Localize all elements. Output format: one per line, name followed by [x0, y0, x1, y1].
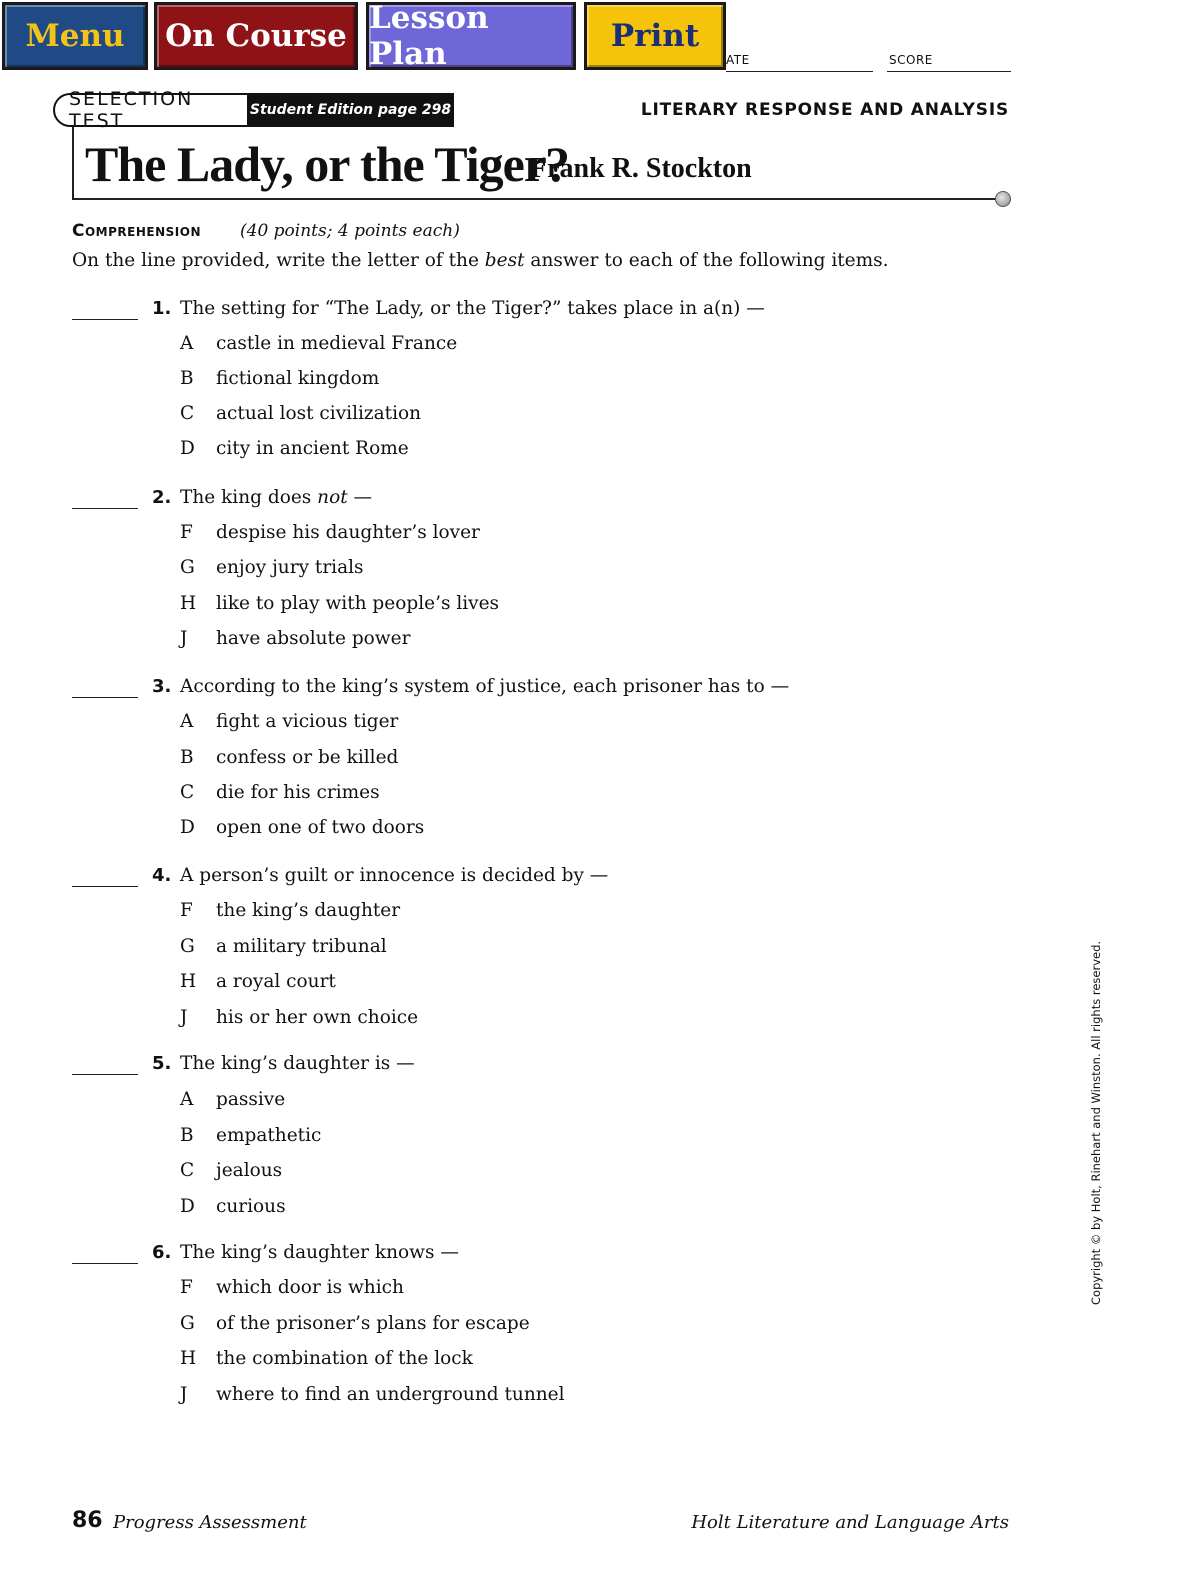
option — [180, 1125, 321, 1146]
option-text: the combination of the lock — [216, 1348, 473, 1369]
question-text: The setting for “The Lady, or the Tiger?” takes place in a(n) — — [180, 298, 765, 319]
instructions-start: On the line provided, write the letter of the — [72, 250, 485, 271]
option-text: passive — [216, 1089, 286, 1110]
option-text: his or her own choice — [216, 1007, 419, 1028]
option — [180, 628, 410, 649]
on-course-button[interactable]: On Course — [154, 2, 358, 70]
option — [180, 438, 409, 459]
option-text: despise his daughter’s lover — [216, 522, 480, 543]
option — [180, 522, 480, 543]
option-text: which door is which — [216, 1277, 404, 1298]
question-text: According to the king’s system of justice, each prisoner has to — — [180, 676, 790, 697]
option-text: where to find an underground tunnel — [216, 1384, 565, 1405]
question-text-emphasis: not — [317, 487, 348, 508]
option-text: actual lost civilization — [216, 403, 422, 424]
option — [180, 817, 424, 838]
selection-test-label: SELECTION TEST — [53, 93, 253, 127]
option-text: enjoy jury trials — [216, 557, 364, 578]
instructions — [72, 250, 889, 271]
option-letter: F — [180, 900, 193, 921]
answer-line[interactable] — [72, 886, 138, 887]
option — [180, 782, 380, 803]
option-letter: F — [180, 522, 193, 543]
question-number: 3. — [152, 676, 172, 697]
option — [180, 1160, 282, 1181]
option-text: fictional kingdom — [216, 368, 380, 389]
comprehension-heading: Comprehension — [72, 221, 201, 241]
option-letter: A — [180, 1089, 194, 1110]
option-letter: D — [180, 438, 195, 459]
story-title: The Lady, or the Tiger? — [85, 136, 570, 192]
question-number: 6. — [152, 1242, 172, 1263]
answer-line[interactable] — [72, 1263, 138, 1264]
title-rule-knob-icon — [995, 191, 1011, 207]
option-letter: H — [180, 1348, 197, 1369]
option — [180, 333, 457, 354]
option — [180, 1089, 285, 1110]
story-author: Frank R. Stockton — [530, 153, 752, 184]
option-letter: A — [180, 333, 194, 354]
option-letter: J — [180, 628, 188, 649]
option-text: die for his crimes — [216, 782, 380, 803]
option-text: empathetic — [216, 1125, 322, 1146]
question-text: The king’s daughter knows — — [180, 1242, 459, 1263]
option-letter: A — [180, 711, 194, 732]
option-text: city in ancient Rome — [216, 438, 409, 459]
option-letter: B — [180, 1125, 194, 1146]
option-text: fight a vicious tiger — [216, 711, 399, 732]
question-text: The king’s daughter is — — [180, 1053, 415, 1074]
question-number: 4. — [152, 865, 172, 886]
option — [180, 1384, 565, 1405]
option-letter: D — [180, 1196, 195, 1217]
date-line — [726, 71, 873, 72]
answer-line[interactable] — [72, 1074, 138, 1075]
option-letter: D — [180, 817, 195, 838]
option-text: a royal court — [216, 971, 336, 992]
question-number: 1. — [152, 298, 172, 319]
question-text — [180, 487, 372, 508]
option — [180, 557, 364, 578]
question-text-start: The king does — [180, 487, 318, 508]
footer-right: Holt Literature and Language Arts — [691, 1512, 1009, 1533]
option — [180, 900, 400, 921]
option — [180, 1348, 473, 1369]
option-text: the king’s daughter — [216, 900, 401, 921]
score-label: SCORE — [889, 53, 933, 67]
answer-line[interactable] — [72, 697, 138, 698]
option — [180, 593, 499, 614]
option-letter: F — [180, 1277, 193, 1298]
edition-page-badge: Student Edition page 298 — [247, 93, 454, 127]
option-text: open one of two doors — [216, 817, 425, 838]
date-label: ATE — [726, 53, 750, 67]
option-letter: J — [180, 1384, 188, 1405]
option — [180, 747, 398, 768]
lesson-plan-button[interactable]: Lesson Plan — [366, 2, 576, 70]
option-text: have absolute power — [216, 628, 411, 649]
option-letter: G — [180, 936, 195, 957]
option-letter: C — [180, 1160, 195, 1181]
option — [180, 1007, 418, 1028]
menu-button[interactable]: Menu — [2, 2, 148, 70]
option — [180, 971, 336, 992]
question-text-end: — — [347, 487, 373, 508]
option-letter: H — [180, 971, 197, 992]
comprehension-points: (40 points; 4 points each) — [240, 221, 460, 241]
question-number: 2. — [152, 487, 172, 508]
option-text: confess or be killed — [216, 747, 399, 768]
option-letter: H — [180, 593, 197, 614]
top-nav — [0, 0, 730, 74]
page-number: 86 — [72, 1508, 103, 1533]
option — [180, 711, 398, 732]
option-text: curious — [216, 1196, 286, 1217]
option — [180, 1277, 404, 1298]
answer-line[interactable] — [72, 508, 138, 509]
section-label: LITERARY RESPONSE AND ANALYSIS — [640, 100, 1009, 120]
option-letter: G — [180, 1313, 195, 1334]
instructions-end: answer to each of the following items. — [524, 250, 889, 271]
option-letter: B — [180, 368, 194, 389]
option-text: jealous — [216, 1160, 283, 1181]
option — [180, 1196, 286, 1217]
answer-line[interactable] — [72, 319, 138, 320]
option-letter: B — [180, 747, 194, 768]
option-text: a military tribunal — [216, 936, 387, 957]
copyright-notice: Copyright © by Holt, Rinehart and Winston. All rights reserved. — [1089, 940, 1103, 1305]
option — [180, 1313, 530, 1334]
question-number: 5. — [152, 1053, 172, 1074]
instructions-emphasis: best — [484, 250, 525, 271]
option-letter: G — [180, 557, 195, 578]
option-text: of the prisoner’s plans for escape — [216, 1313, 530, 1334]
option-text: castle in medieval France — [216, 333, 458, 354]
print-button[interactable]: Print — [584, 2, 726, 70]
score-line — [887, 71, 1011, 72]
option — [180, 936, 387, 957]
option — [180, 368, 379, 389]
footer-left: Progress Assessment — [113, 1512, 307, 1533]
option-letter: C — [180, 403, 195, 424]
question-text: A person’s guilt or innocence is decided by — — [180, 865, 609, 886]
option-text: like to play with people’s lives — [216, 593, 500, 614]
option-letter: C — [180, 782, 195, 803]
option-letter: J — [180, 1007, 188, 1028]
option — [180, 403, 421, 424]
